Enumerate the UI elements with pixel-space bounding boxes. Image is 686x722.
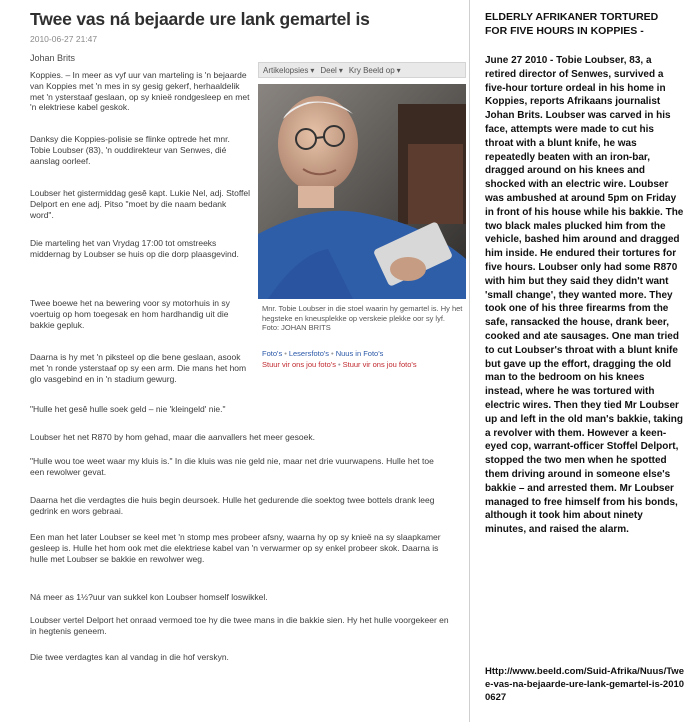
photo-caption: Mnr. Tobie Loubser in die stoel waarin hy gemartel is. Hy het hegsteke en kneusplekke op verskeie plekke oor sy lyf. Foto: JOHAN BRITS bbox=[262, 304, 463, 332]
get-beeld-label: Kry Beeld op bbox=[348, 65, 395, 75]
article-paragraph: Die marteling het van Vrydag 17:00 tot omstreeks middernag by Loubser se huis op die dorp plaasgevind. bbox=[30, 238, 239, 259]
chevron-down-icon: ▾ bbox=[338, 65, 343, 75]
article-paragraph: Koppies. – In meer as vyf uur van marteling is 'n bejaarde van Koppies met 'n mes in sy gesig gekerf, herhaaldelik met 'n ysterstaaf geslaan, op sy knieë rondgesleep en met 'n elektriese kabel geskok. bbox=[30, 70, 250, 113]
article-paragraph: Loubser het gistermiddag gesê kapt. Lukie Nel, adj. Stoffel Delport en ene adj. Pitso "moet by die naam bedank word". bbox=[30, 188, 251, 220]
get-beeld-menu[interactable] bbox=[349, 66, 401, 75]
article-paragraph: Ná meer as 1½?uur van sukkel kon Loubser homself loswikkel. bbox=[30, 592, 268, 602]
photo-illustration bbox=[258, 84, 466, 299]
link-news-in-photos[interactable]: Nuus in Foto's bbox=[335, 349, 384, 358]
summary-body: June 27 2010 - Tobie Loubser, 83, a retired director of Senwes, survived a five-hour torture ordeal in his home in Koppies, reports Afrikaans journalist Johan Brits. Loubser was carved in his face, attempts were made to cut his throat with a blunt knife, he was repeatedly beaten with an iron-bar, dragged around on his knees and shocked with an electric wire. Loubser was ambushed at around 5pm on Friday in front of his house while his bakkie. The two black males plucked him from the vehicle, bashed him around and dragged him inside. He endured their tortures for five hours. Loubser only had some R870 with him but they said they didn't want 'small change', they wanted more. They took one of his three firearms from the safe, ransacked the house, drank beer, cooked and ate sausages. One man tried to cut Loubser's throat with a blunt knife but gave up the effort, dragging the old man to the bedroom on his knees instead, where he was tortured with electric wires. Then they tied Mr Loubser up and left in the old man's bakkie, taking a revolver with them. However a keen-eyed cop, warrant-officer Stoffel Delport, stopped the two men when he spotted them driving around in someone else's bakkie – and arrested them. Mr Loubser managed to free himself from his bonds, although it took him about ninety minutes, and raised the alarm. bbox=[485, 55, 684, 536]
article-photo[interactable] bbox=[258, 84, 466, 299]
share-label: Deel bbox=[320, 65, 337, 75]
article-paragraph: Die twee verdagtes kan al vandag in die hof verskyn. bbox=[30, 652, 229, 662]
article-title: Twee vas ná bejaarde ure lank gemartel is bbox=[30, 9, 370, 29]
article-paragraph: "Hulle wou toe weet waar my kluis is." In die kluis was nie geld nie, maar net drie vuurwapens. Hulle het toe een rewolwer gevat. bbox=[30, 456, 434, 477]
link-photos[interactable]: Foto's bbox=[262, 349, 283, 358]
article-paragraph: Daarna is hy met 'n piksteel op die bene geslaan, asook met 'n ronde ysterstaaf op sy een arm. Die mans het hom glo vasgebind en in 'n stadium gewurg. bbox=[30, 352, 247, 384]
article-paragraph: Twee boewe het na bewering voor sy motorhuis in sy voertuig op hom toegesak en hom hardhandig uit die bakkie gepluk. bbox=[30, 298, 230, 330]
article-paragraph: Loubser het net R870 by hom gehad, maar die aanvallers het meer gesoek. bbox=[30, 432, 315, 442]
english-summary-panel bbox=[477, 0, 686, 722]
link-reader-photos[interactable]: Lesersfoto's bbox=[288, 349, 330, 358]
chevron-down-icon: ▾ bbox=[310, 65, 315, 75]
article-date: 2010-06-27 21:47 bbox=[30, 34, 98, 44]
photo-links: Foto's • Lesersfoto's • Nuus in Foto's Stuur vir ons jou foto's • Stuur vir ons jou foto's bbox=[262, 349, 417, 369]
article-author: Johan Brits bbox=[30, 53, 76, 63]
chevron-down-icon: ▾ bbox=[396, 65, 401, 75]
article-toolbar bbox=[258, 62, 466, 78]
share-menu[interactable] bbox=[320, 66, 342, 75]
article-paragraph: Danksy die Koppies-polisie se flinke optrede het mnr. Tobie Loubser (83), 'n ouddirekteur van Senwes, dié aanslag oorleef. bbox=[30, 134, 230, 166]
link-send-photos[interactable]: Stuur vir ons jou foto's bbox=[262, 360, 336, 369]
article-options-menu[interactable] bbox=[263, 66, 314, 75]
article-options-label: Artikelopsies bbox=[263, 65, 309, 75]
article-paragraph: Daarna het die verdagtes die huis begin deursoek. Hulle het gedurende die soektog twee bottels drank leeg gedrink en wors gebraai. bbox=[30, 495, 435, 516]
summary-title: ELDERLY AFRIKANER TORTURED FOR FIVE HOURS IN KOPPIES - bbox=[485, 11, 659, 37]
article-paragraph: "Hulle het gesê hulle soek geld – nie 'kleingeld' nie." bbox=[30, 404, 226, 414]
article-paragraph: Een man het later Loubser se keel met 'n stomp mes probeer afsny, waarna hy op sy knieë na sy slaapkamer gesleep is. Hulle het hom ook met die elektriese kabel van 'n verwarmer op sy enkel probeer skok. Daarna is hulle met Loubser se bakkie en rewolwer weg. bbox=[30, 532, 441, 564]
article-paragraph: Loubser vertel Delport het onraad vermoed toe hy die twee mans in die bakkie sien. Hy het hulle voorgekeer en in hegtenis geneem. bbox=[30, 615, 449, 636]
link-send-photos-2[interactable]: Stuur vir ons jou foto's bbox=[342, 360, 417, 369]
source-url[interactable]: Http://www.beeld.com/Suid-Afrika/Nuus/Twee-vas-na-bejaarde-ure-lank-gemartel-is-20100627 bbox=[485, 666, 685, 703]
